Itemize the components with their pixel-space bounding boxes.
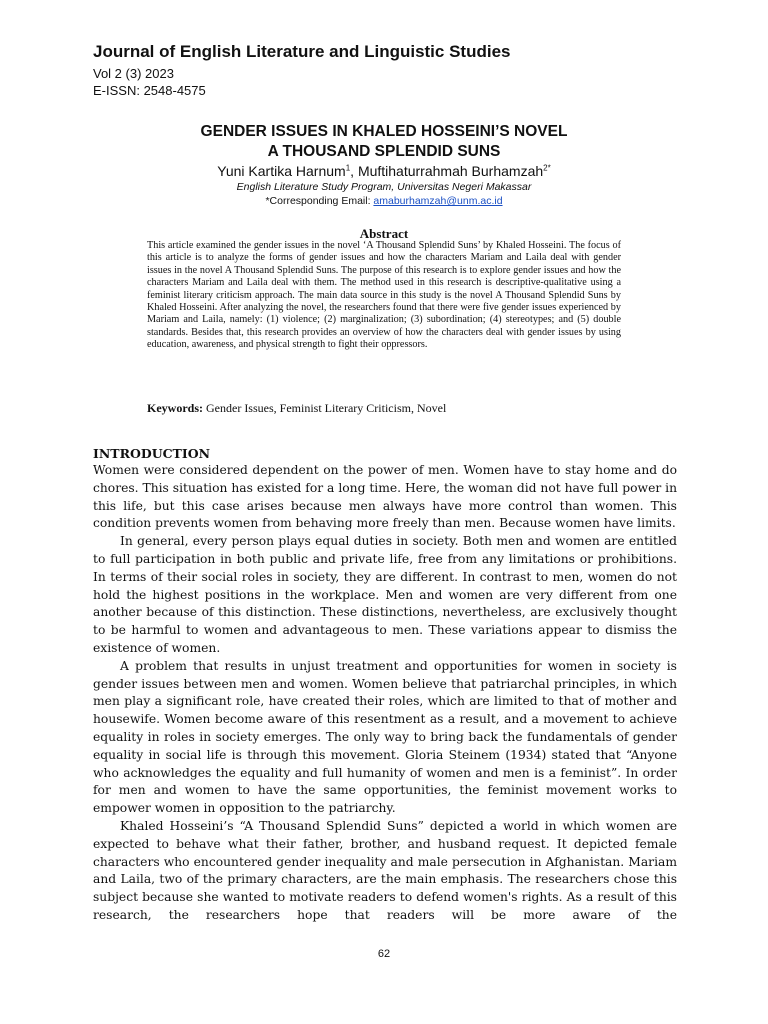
- paragraph: Women were considered dependent on the power of men. Women have to stay home and do chores. This situation has existed for a long time. Here, the woman did not have full power in this life, but this case arises because men always have more control than women. This condition prevents women from behaving more freely than men. Because women have limits.: [93, 463, 677, 531]
- keywords-line: [147, 401, 446, 416]
- journal-title: Journal of English Literature and Linguistic Studies: [93, 42, 511, 61]
- keywords-text: Gender Issues, Feminist Literary Criticism, Novel: [203, 401, 447, 415]
- abstract-text: This article examined the gender issues in the novel ‘A Thousand Splendid Suns’ by Khaled Hosseini. The focus of this article is to analyze the forms of gender issues and how the characters Mariam and Laila deal with gender issues in the novel A Thousand Splendid Suns. The purpose of this research is to explore gender issues and how the characters Mariam and Laila deal with them. The method used in this research is descriptive-qualitative using a feminist literary criticism approach. The main data source in this study is the novel A Thousand Splendid Suns by Khaled Hosseini. After analyzing the novel, the researchers found that there were five gender issues experienced by Mariam and Laila, namely: (1) violence; (2) marginalization; (3) subordination; (4) stereotypes; and (5) double standards. Besides that, this research provides an overview of how the characters deal with gender issues by using education, awareness, and physical strength to fight their oppressors.: [147, 240, 621, 351]
- paper-title-line-2: A THOUSAND SPLENDID SUNS: [267, 143, 501, 160]
- author-affiliation-mark: 1: [345, 163, 351, 173]
- introduction-body: [93, 462, 677, 925]
- page-number: 62: [377, 948, 391, 960]
- paragraph: A problem that results in unjust treatment and opportunities for women in society is gender issues between men and women. Women believe that patriarchal principles, in which men play a significant role, have created their roles, which are limited to that of mother and housewife. Women become aware of this resentment as a result, and a movement to achieve equality in roles in society emerges. The only way to bring back the fundamentals of gender equality in social life is through this movement. Gloria Steinem (1934) stated that “Anyone who acknowledges the equality and full humanity of women and men is a feminist”. In order for men and women to have the same opportunities, the feminist movement works to empower women in opposition to the patriarchy.: [93, 658, 677, 816]
- author-name: Yuni Kartika Harnum: [217, 163, 346, 179]
- author-name: Muftihaturrahmah Burhamzah: [357, 163, 544, 179]
- paragraph: In general, every person plays equal duties in society. Both men and women are entitled to full participation in both public and private life, free from any limitations or prohibitions. In terms of their social roles in society, they are different. In contrast to men, women do not hold the highest positions in the workplace. Men and women are very different from one another because of this distinction. These distinctions, nevertheless, are exclusively thought to be harmful to women and advantageous to men. These variations appear to dismiss the existence of women.: [93, 534, 677, 655]
- abstract-heading: Abstract: [359, 226, 409, 241]
- author-list: [0, 163, 768, 179]
- keywords-label: Keywords:: [147, 401, 203, 415]
- journal-volume: Vol 2 (3) 2023: [93, 66, 174, 81]
- corresponding-email-line: [0, 195, 768, 207]
- author-affiliation: English Literature Study Program, Universitas Negeri Makassar: [236, 181, 532, 193]
- email-label: *Corresponding Email:: [265, 195, 374, 207]
- email-link[interactable]: amaburhamzah@unm.ac.id: [373, 195, 503, 207]
- journal-issn: E-ISSN: 2548-4575: [93, 83, 206, 98]
- author-affiliation-mark: 2*: [543, 163, 551, 173]
- paper-title-line-1: GENDER ISSUES IN KHALED HOSSEINI’S NOVEL: [200, 123, 568, 140]
- author-separator: ,: [350, 163, 358, 179]
- section-heading-introduction: INTRODUCTION: [93, 446, 211, 461]
- paragraph: Khaled Hosseini’s “A Thousand Splendid Suns” depicted a world in which women are expected to behave what their father, brother, and husband request. It depicted female characters who encountered gender inequality and male persecution in Afghanistan. Mariam and Laila, two of the primary characters, are the main emphasis. The researchers chose this subject because she wanted to motivate readers to defend women's rights. As a result of this research, the researchers hope that readers will be more aware of the: [93, 818, 677, 922]
